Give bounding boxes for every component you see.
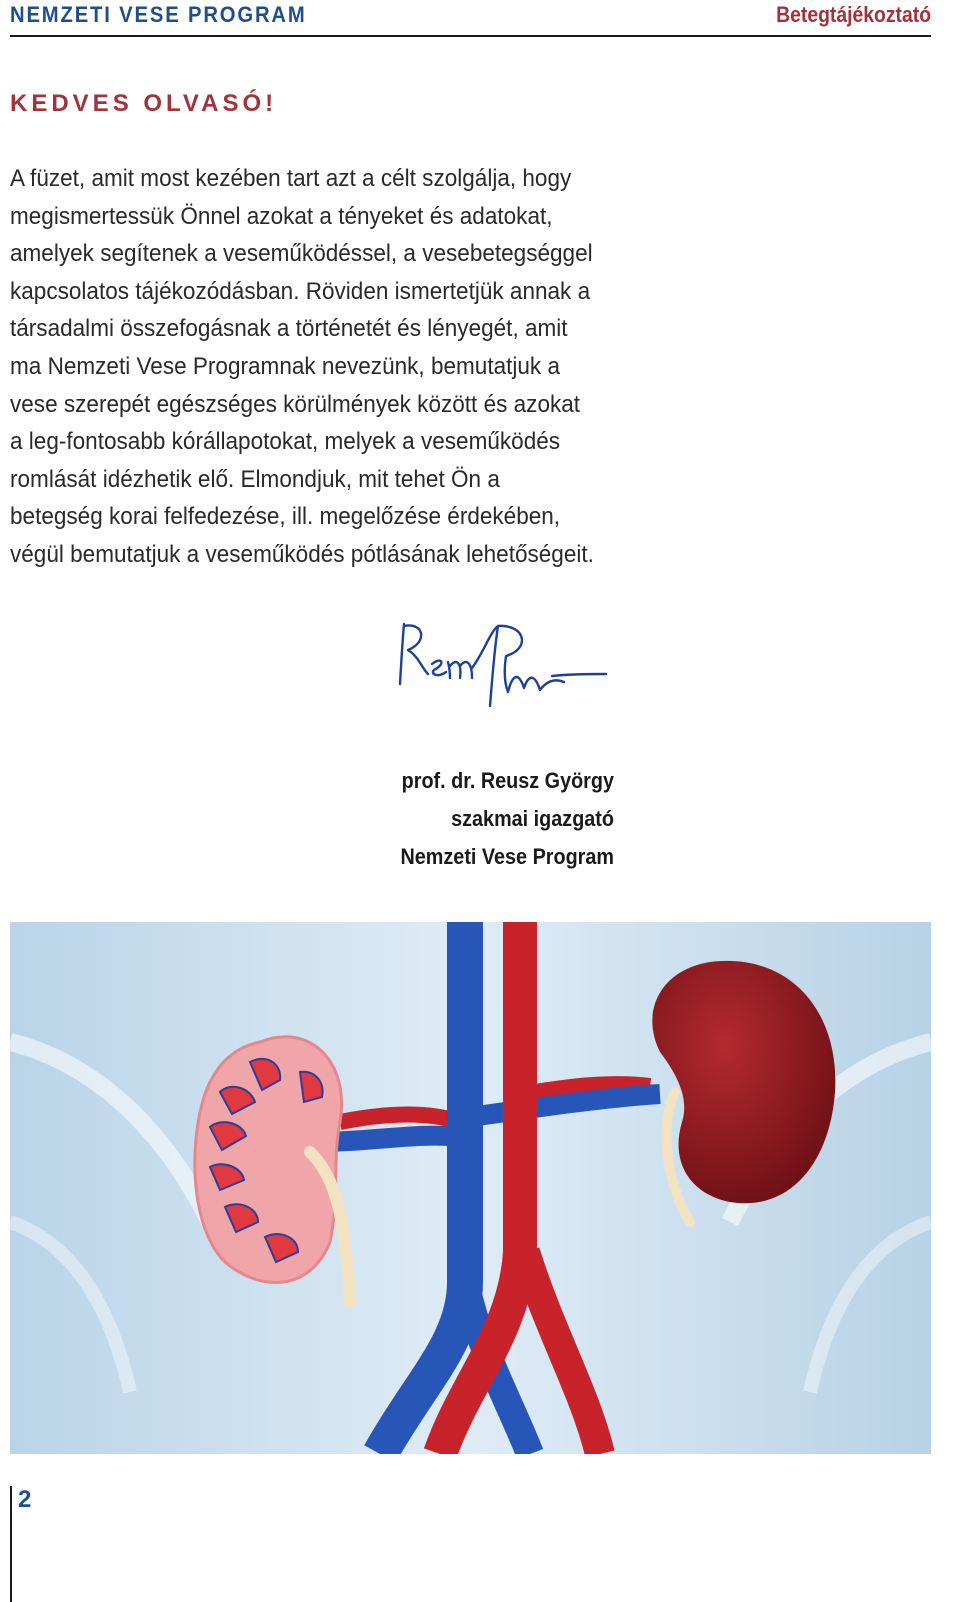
intro-paragraph: A füzet, amit most kezében tart azt a célt szolgálja, hogy megismertessük Önnel azokat a tényeket és adatokat, amelyek segítenek a veseműködéssel, a vesebetegséggel kapcsolatos tájékozódásban. Röviden ismertetjük annak a társadalmi összefogásnak a történetét és lényegét, amit ma Nemzeti Vese Programnak nevezünk, bemutatjuk a vese szerepét egészséges körülmények között és azokat a leg-fontosabb kórállapotokat, melyek a veseműködés romlását idézhetik elő. Elmondjuk, mit tehet Ön a betegség korai felfedezése, ill. megelőzése érdekében, végül bemutatjuk a veseműködés pótlásának lehetőségeit. (10, 165, 594, 568)
kidney-anatomy-illustration (10, 922, 931, 1454)
handwritten-signature (394, 612, 614, 722)
signatory-name: prof. dr. Reusz György (401, 768, 614, 793)
greeting-heading: KEDVES OLVASÓ! (10, 90, 278, 117)
signatory-block (330, 762, 614, 876)
page-number: 2 (18, 1486, 32, 1513)
page-number-rule (10, 1486, 12, 1602)
signatory-role: szakmai igazgató (451, 806, 614, 831)
header-program-title: NEMZETI VESE PROGRAM (10, 2, 307, 27)
signatory-organization: Nemzeti Vese Program (400, 844, 614, 869)
page-header (10, 0, 931, 37)
kidney-anatomy-svg (10, 922, 931, 1454)
header-section-label: Betegtájékoztató (776, 2, 931, 27)
